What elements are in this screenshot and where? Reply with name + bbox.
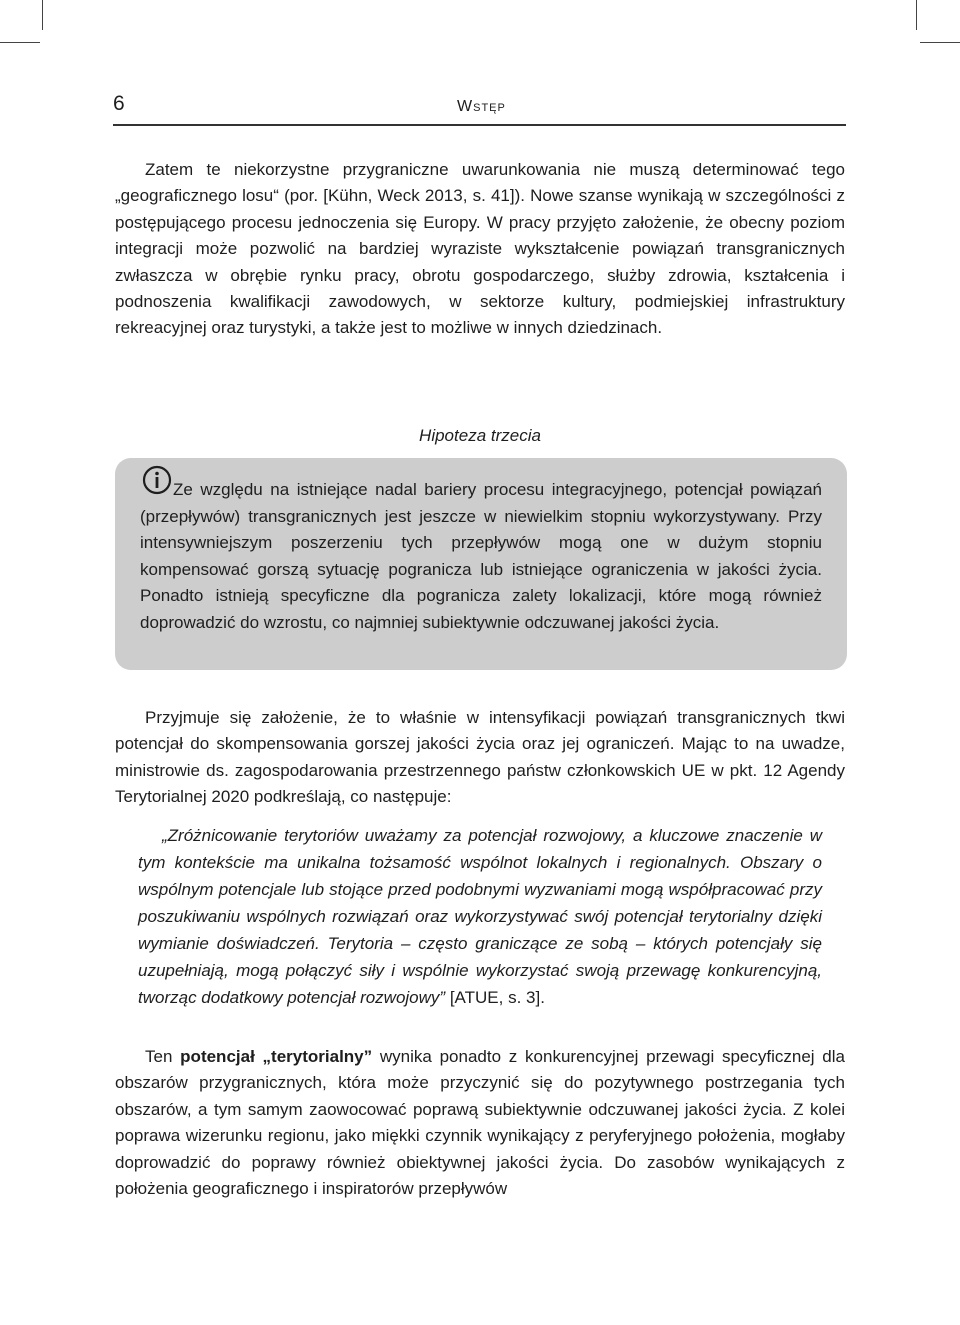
crop-mark-right-h xyxy=(920,42,960,43)
page-number: 6 xyxy=(113,92,125,115)
paragraph-1 xyxy=(115,157,845,342)
paragraph-3-bold-term: potencjał „terytorialny” xyxy=(180,1047,373,1066)
crop-mark-left xyxy=(42,0,43,30)
quote-citation: [ATUE, s. 3]. xyxy=(449,988,545,1007)
paragraph-3-text: wynika ponadto z konkurencyjnej przewagi specyficznej dla obszarów przygranicznych, która może przyczynić się do pozytywnego postrzegania tych obszarów, a tym samym zaowocować poprawą subiektywnie odczuwanej jakości życia. Z kolei poprawa wizerunku regionu, jako miękki czynnik wynikający z peryferyjnego położenia, mogłaby doprowadzić do poprawy również obiektywnej jakości życia. Do zasobów wynikających z położenia geograficznego i inspiratorów przepływów xyxy=(115,1047,845,1199)
paragraph-3-lead: Ten xyxy=(145,1047,173,1066)
paragraph-3 xyxy=(115,1044,845,1202)
hypothesis-text xyxy=(140,477,822,636)
paragraph-1-text: Zatem te niekorzystne przygraniczne uwarunkowania nie muszą determinować tego „geograficznego losu“ (por. [Kühn, Weck 2013, s. 41]). Nowe szanse wynikają w szczególności z postępującego procesu jednoczenia się Europy. W pracy przyjęto założenie, że obecny poziom integracji może pozwolić na bardziej wyraziste wykształcenie powiązań transgranicznych zwłaszcza w obrębie rynku pracy, obrotu gospodarczego, służby zdrowia, kształcenia i podnoszenia kwalifikacji zawodowych, w sektorze kultury, podmiejskiej infrastruktury rekreacyjnej oraz turystyki, a także jest to możliwe w innych dziedzinach. xyxy=(115,160,845,338)
running-title: Wstęp xyxy=(457,98,506,115)
crop-mark-left-h xyxy=(0,42,40,43)
hypothesis-title: Hipoteza trzecia xyxy=(419,426,541,445)
quote-block xyxy=(138,822,822,1011)
hypothesis-body: Ze względu na istniejące nadal bariery procesu integracyjnego, potencjał powiązań (przepływów) transgranicznych jest jeszcze w niewielkim stopniu wykorzystywany. Przy intensywniejszym poszerzeniu tych przepływów mogą one w dużym stopniu kompensować gorszą sytuację pogranicza lub istniejące ograniczenia w jakości życia. Ponadto istnieją specyficzne dla pogranicza zalety lokalizacji, które mogą również doprowadzić do wzrostu, co najmniej subiektywnie odczuwanej jakości życia. xyxy=(140,480,822,632)
paragraph-2-text: Przyjmuje się założenie, że to właśnie w intensyfikacji powiązań transgranicznych tkwi potencjał do skompensowania gorszej jakości życia oraz jej ograniczeń. Mając to na uwadze, ministrowie ds. zagospodarowania przestrzennego państw członkowskich UE w pkt. 12 Agendy Terytorialnej 2020 podkreślają, co następuje: xyxy=(115,708,845,807)
crop-mark-right xyxy=(916,0,917,30)
page-header xyxy=(113,88,846,126)
quote-text: „Zróżnicowanie terytoriów uważamy za potencjał rozwojowy, a kluczowe znaczenie w tym kontekście ma unikalna tożsamość wspólnot lokalnych i regionalnych. Obszary o wspólnym potencjale lub stojące przed podobnymi wyzwaniami mogą współpracować przy poszukiwaniu wspólnych rozwiązań oraz wykorzystywać swój potencjał terytorialny dzięki wymianie doświadczeń. Terytoria – często graniczące ze sobą – których potencjały się uzupełniają, mogą połączyć siły i wspólnie wykorzystać swoją przewagę konkurencyjną, tworząc dodatkowy potencjał rozwojowy” xyxy=(138,826,822,1007)
paragraph-2 xyxy=(115,705,845,811)
